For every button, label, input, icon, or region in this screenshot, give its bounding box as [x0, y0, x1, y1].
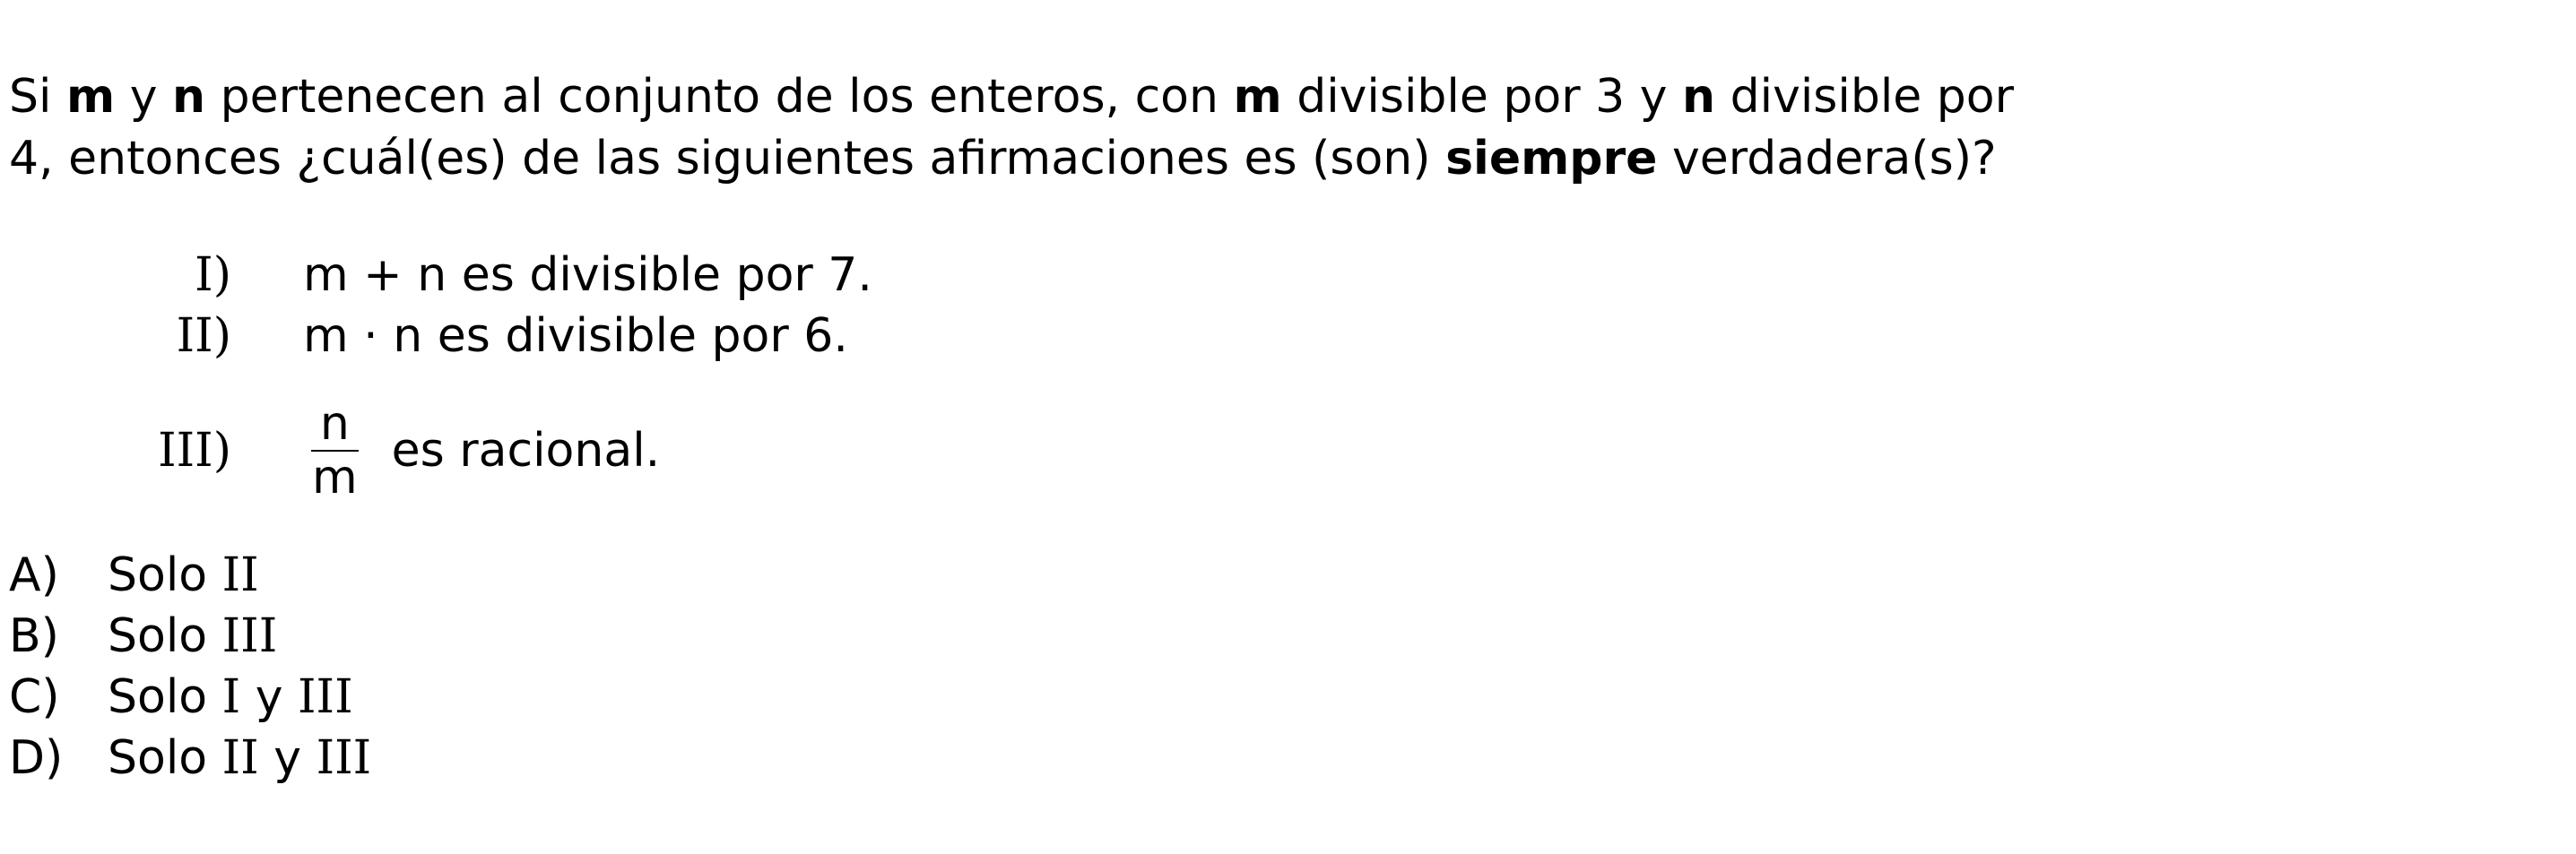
statement-number: I): [195, 248, 231, 302]
variable-m: m: [65, 70, 116, 124]
statement-ii: [134, 305, 848, 367]
question-statement: [9, 66, 2555, 190]
variable-m: m: [1233, 70, 1282, 124]
option-text: Solo II y III: [108, 731, 372, 785]
fraction-n-over-m: [303, 398, 367, 504]
option-c[interactable]: [9, 667, 371, 728]
option-letter: B): [9, 609, 59, 663]
option-text: Solo III: [108, 609, 278, 663]
option-letter: C): [9, 670, 60, 724]
option-letter: D): [9, 731, 64, 785]
question-text: y: [115, 70, 173, 124]
question-text: pertenecen al conjunto de los enteros, con: [205, 70, 1234, 124]
fraction-numerator: n: [311, 398, 359, 452]
answer-options: [9, 545, 371, 789]
option-text: Solo II: [108, 548, 259, 602]
statement-text: m + n es divisible por 7.: [303, 248, 872, 302]
statement-i: [134, 244, 872, 306]
question-text: verdadera(s)?: [1657, 132, 1997, 185]
statement-iii: [134, 388, 660, 513]
variable-n: n: [172, 70, 206, 124]
option-d[interactable]: [9, 728, 371, 789]
option-a[interactable]: [9, 545, 371, 606]
statement-text: m · n es divisible por 6.: [303, 309, 848, 363]
emphasis-siempre: siempre: [1445, 132, 1658, 185]
statement-number: III): [158, 424, 231, 478]
option-letter: A): [9, 548, 59, 602]
question-text: divisible por: [1715, 70, 2014, 124]
question-text: divisible por 3 y: [1281, 70, 1683, 124]
statement-number: II): [176, 309, 231, 363]
fraction-denominator: m: [312, 451, 358, 505]
question-text: 4, entonces ¿cuál(es) de las siguientes afirmaciones es (son): [9, 132, 1446, 185]
option-b[interactable]: [9, 606, 371, 667]
question-text: Si: [9, 70, 66, 124]
statement-text: es racional.: [391, 424, 661, 478]
variable-n: n: [1682, 70, 1716, 124]
option-text: Solo I y III: [108, 670, 353, 724]
